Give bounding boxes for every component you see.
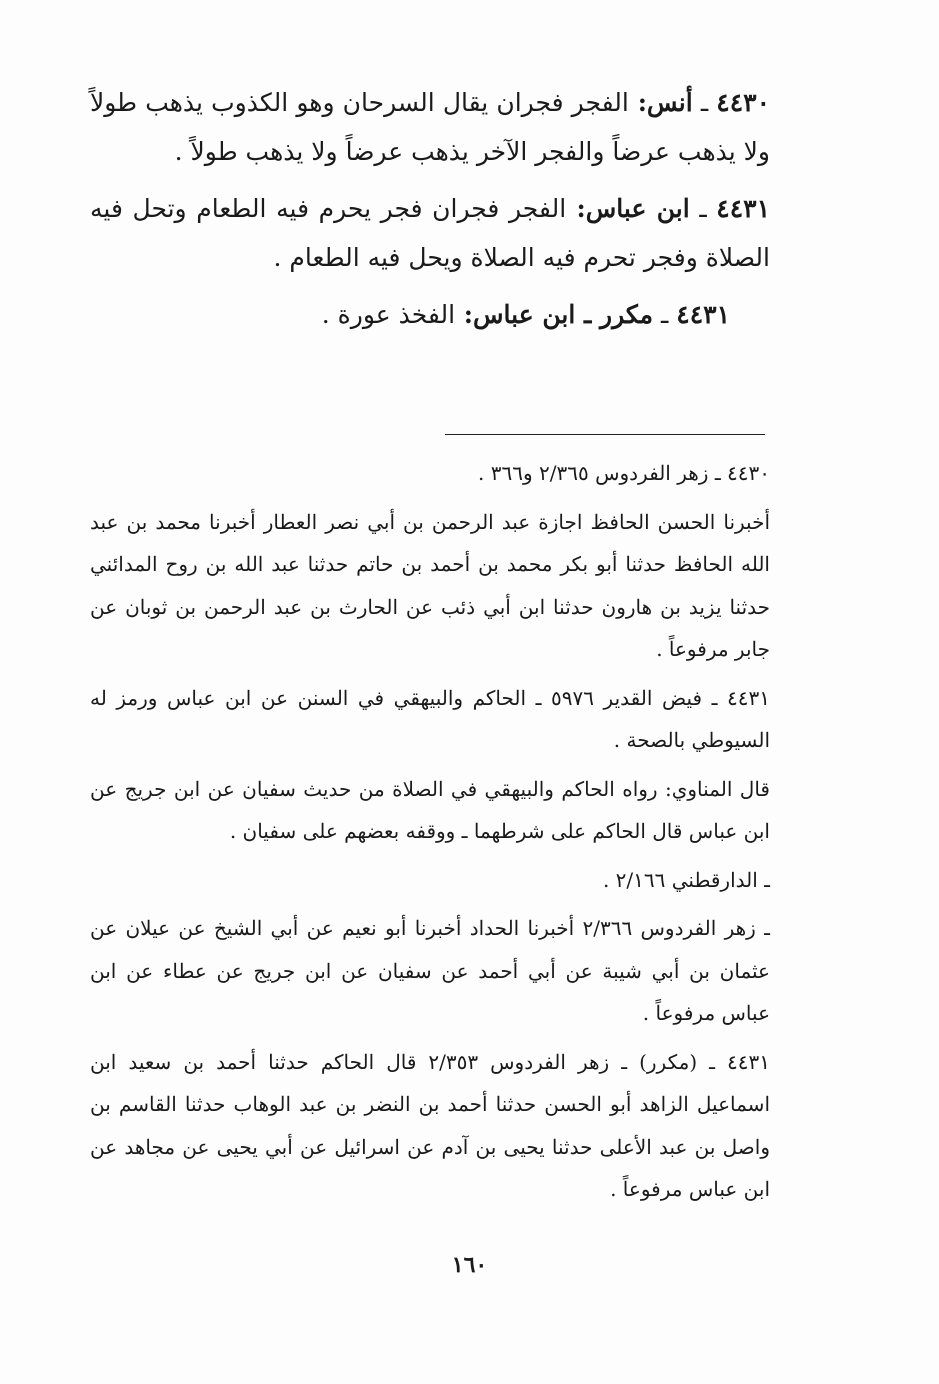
footnote-daraqutni-4431: ـ الدارقطني ٢/١٦٦ . bbox=[602, 867, 770, 892]
narrator-name: أنس: bbox=[628, 88, 693, 117]
narrator-name: ابن عباس: bbox=[566, 194, 690, 223]
footnote-zahr-4431: ـ زهر الفردوس ٢/٣٦٦ أخبرنا الحداد أخبرنا أبو نعيم عن أبي الشيخ عن عيلان عن عثمان بن أبي شيبة عن أبي أحمد عن سفيان عن ابن جريج عن عطاء عن ابن عباس مرفوعاً . bbox=[90, 916, 770, 1025]
footnotes bbox=[90, 452, 770, 1217]
hadith-number: ٤٤٣١ bbox=[716, 194, 770, 223]
hadith-text: الفخذ عورة . bbox=[321, 300, 456, 329]
hadith-entry-4430 bbox=[90, 78, 770, 176]
footnote-separator bbox=[445, 434, 765, 435]
hadith-dash: ـ bbox=[653, 300, 677, 329]
footnote-munawi-4431: قال المناوي: رواه الحاكم والبيهقي في الصلاة من حديث سفيان عن ابن جريج عن ابن عباس قال الحاكم على شرطهما ـ ووقفه بعضهم على سفيان . bbox=[90, 776, 770, 843]
hadith-dash: ـ bbox=[689, 194, 717, 223]
footnote-heading-4431: ٤٤٣١ ـ فيض القدير ٥٩٧٦ ـ الحاكم والبيهقي في السنن عن ابن عباس ورمز له السيوطي بالصحة . bbox=[90, 685, 770, 752]
hadith-entry-4431 bbox=[90, 184, 770, 282]
hadith-dash: ـ bbox=[692, 88, 717, 117]
hadith-number: ٤٤٣٠ bbox=[716, 88, 770, 117]
footnote-isnad-4430: أخبرنا الحسن الحافظ اجازة عبد الرحمن بن أبي نصر العطار أخبرنا محمد بن عبد الله الحافظ حدثنا أبو بكر محمد بن أحمد بن حاتم حدثنا عبد الله بن روح المدائني حدثنا يزيد بن هارون حدثنا ابن أبي ذئب عن الحارث بن عبد الرحمن بن ثوبان عن جابر مرفوعاً . bbox=[90, 509, 770, 661]
narrator-name: مكرر ـ ابن عباس: bbox=[455, 300, 654, 329]
footnote-heading-4430: ٤٤٣٠ ـ زهر الفردوس ٢/٣٦٥ و٣٦٦ . bbox=[478, 461, 770, 485]
hadith-entry-4431-repeated bbox=[90, 290, 770, 339]
hadith-text: الفجر فجران فجر يحرم فيه الطعام وتحل فيه الصلاة وفجر تحرم فيه الصلاة ويحل فيه الطعام . bbox=[90, 194, 770, 272]
footnote-heading-4431-repeated: ٤٤٣١ ـ (مكرر) ـ زهر الفردوس ٢/٣٥٣ قال الحاكم حدثنا أحمد بن سعيد ابن اسماعيل الزاهد أبو الحسن حدثنا أحمد بن النضر بن عبد الوهاب حدثنا القاسم بن واصل بن عبد الأعلى حدثنا يحيى بن آدم عن اسرائيل عن أبي يحيى عن مجاهد عن ابن عباس مرفوعاً . bbox=[90, 1049, 770, 1201]
page-number: ١٦٠ bbox=[451, 1252, 488, 1278]
hadith-number: ٤٤٣١ bbox=[676, 300, 730, 329]
hadith-text: الفجر فجران يقال السرحان وهو الكذوب يذهب طولاً ولا يذهب عرضاً والفجر الآخر يذهب عرضاً ولا يذهب طولاً . bbox=[90, 88, 770, 166]
main-text bbox=[90, 78, 770, 347]
